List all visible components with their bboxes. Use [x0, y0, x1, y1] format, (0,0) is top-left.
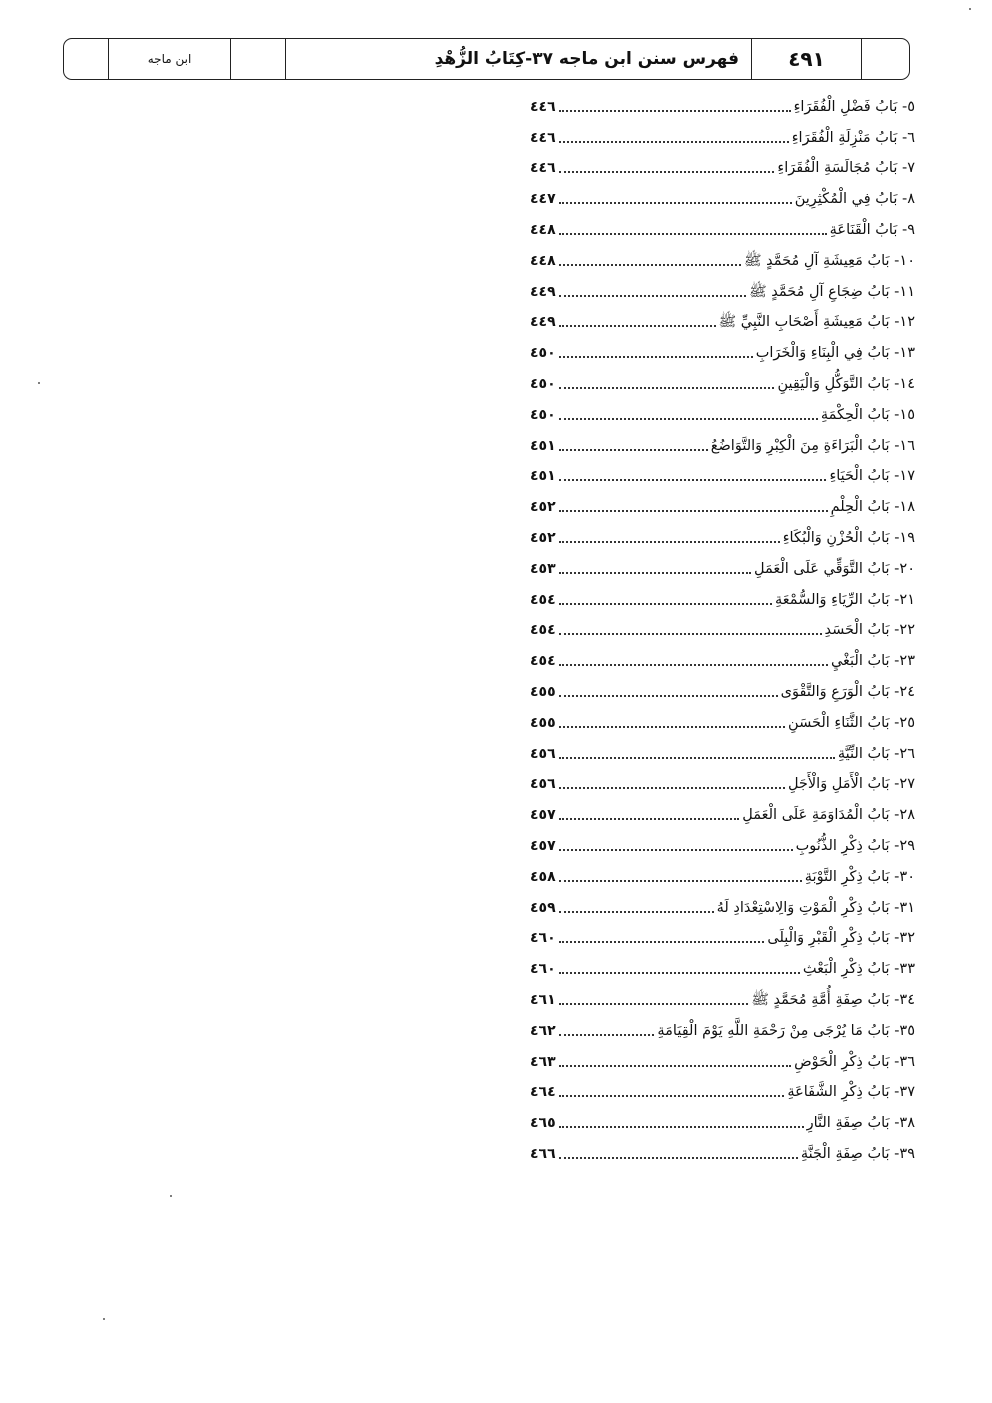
toc-entry: [530, 889, 915, 920]
toc-entry: [530, 488, 915, 519]
dot-leader: [559, 695, 778, 697]
page-number: ٤٩١: [752, 39, 862, 79]
toc-entry-page: ٤٥٧: [530, 807, 556, 824]
toc-entry: [530, 642, 915, 673]
dot-leader: [559, 972, 800, 974]
toc-entry-page: ٤٤٨: [530, 221, 556, 238]
toc-entry: [530, 1074, 915, 1105]
toc-entry: [530, 920, 915, 951]
dot-leader: [559, 479, 827, 481]
dot-leader: [559, 264, 741, 266]
dot-leader: [559, 911, 714, 913]
dot-leader: [559, 1003, 749, 1005]
toc-entry-title: ١٩- بَابُ الْحُزْنِ وَالْبُكَاءِ: [782, 529, 915, 546]
toc-entry-title: ٢٠- بَابُ التَّوَقِّي عَلَى الْعَمَلِ: [753, 560, 915, 577]
toc-entry-title: ٣٢- بَابُ ذِكْرِ الْقَبْرِ وَالْبِلَى: [767, 930, 915, 947]
toc-entry: [530, 304, 915, 335]
header-empty-cell: [231, 39, 286, 79]
toc-entry-title: ٣٤- بَابُ صِفَةِ أُمَّةِ مُحَمَّدٍ ﷺ: [751, 991, 915, 1008]
toc-entry-page: ٤٦٠: [530, 930, 556, 947]
dot-leader: [559, 387, 775, 389]
dot-leader: [559, 664, 828, 666]
toc-entry-title: ١١- بَابُ ضِجَاعِ آلِ مُحَمَّدٍ ﷺ: [749, 283, 915, 300]
toc-entry-page: ٤٥٦: [530, 776, 556, 793]
toc-entry: [530, 88, 915, 119]
page-header: [63, 38, 910, 80]
dot-leader: [559, 449, 708, 451]
toc-entry-page: ٤٤٩: [530, 283, 556, 300]
toc-entry-page: ٤٤٩: [530, 314, 556, 331]
dot-leader: [559, 1095, 785, 1097]
toc-entry-title: ١٧- بَابُ الْحَيَاءِ: [829, 468, 915, 485]
toc-entry-page: ٤٥٧: [530, 837, 556, 854]
toc-entry-page: ٤٥٦: [530, 745, 556, 762]
dot-leader: [559, 726, 785, 728]
toc-entry: [530, 242, 915, 273]
toc-entry-title: ٣٥- بَابُ مَا يُرْجَى مِنْ رَحْمَةِ اللَّهِ يَوْمَ الْقِيَامَةِ: [657, 1022, 915, 1039]
toc-entry-title: ٢٤- بَابُ الْوَرَعِ وَالتَّقْوَى: [780, 683, 915, 700]
toc-entry-title: ١٢- بَابُ مَعِيشَةِ أَصْحَابِ النَّبِيِّ ﷺ: [718, 314, 915, 331]
dot-leader: [559, 787, 785, 789]
toc-entry-page: ٤٥٠: [530, 375, 556, 392]
toc-entry: [530, 704, 915, 735]
toc-entry-page: ٤٥٤: [530, 591, 556, 608]
scan-speck: [38, 382, 40, 384]
toc-entry-title: ٢٣- بَابُ الْبَغْيِ: [830, 653, 915, 670]
dot-leader: [559, 418, 818, 420]
toc-entry-page: ٤٤٦: [530, 160, 556, 177]
toc-entry: [530, 180, 915, 211]
toc-entry: [530, 981, 915, 1012]
toc-entry-title: ٢٧- بَابُ الْأَمَلِ وَالْأَجَلِ: [787, 776, 915, 793]
dot-leader: [559, 295, 746, 297]
dot-leader: [559, 510, 828, 512]
book-name: ابن ماجه: [109, 39, 231, 79]
toc-entry-title: ٢٨- بَابُ الْمُدَاوَمَةِ عَلَى الْعَمَلِ: [742, 807, 915, 824]
dot-leader: [559, 757, 835, 759]
dot-leader: [559, 1157, 798, 1159]
toc-entry-title: ٩- بَابُ الْقَنَاعَةِ: [829, 221, 915, 238]
toc-entry-page: ٤٤٨: [530, 252, 556, 269]
toc-entry: [530, 735, 915, 766]
dot-leader: [559, 1065, 791, 1067]
toc-entry: [530, 273, 915, 304]
dot-leader: [559, 171, 775, 173]
page-title: فهرس سنن ابن ماجه ٣٧-كِتَابُ الزُّهْدِ: [286, 39, 752, 79]
dot-leader: [559, 541, 780, 543]
toc-entry-page: ٤٥٥: [530, 683, 556, 700]
toc-entry-title: ٢١- بَابُ الرِّيَاءِ وَالسُّمْعَةِ: [775, 591, 915, 608]
toc-entry-title: ١٠- بَابُ مَعِيشَةِ آلِ مُحَمَّدٍ ﷺ: [743, 252, 915, 269]
toc-entry: [530, 211, 915, 242]
toc-entry-page: ٤٥١: [530, 437, 556, 454]
toc-entry: [530, 858, 915, 889]
toc-entry-page: ٤٤٧: [530, 191, 556, 208]
dot-leader: [559, 202, 792, 204]
toc-entry-title: ٨- بَابُ فِي الْمُكْثِرِينَ: [794, 191, 915, 208]
dot-leader: [559, 110, 791, 112]
toc-entry-page: ٤٤٦: [530, 98, 556, 115]
dot-leader: [559, 233, 827, 235]
toc-entry-page: ٤٤٦: [530, 129, 556, 146]
dot-leader: [559, 1034, 655, 1036]
toc-entry-page: ٤٦٦: [530, 1145, 556, 1162]
toc-entry-page: ٤٦٠: [530, 961, 556, 978]
toc-entry-title: ٢٦- بَابُ النِّيَّةِ: [837, 745, 915, 762]
toc-entry-page: ٤٥٩: [530, 899, 556, 916]
toc-entry-title: ٦- بَابُ مَنْزِلَةِ الْفُقَرَاءِ: [791, 129, 915, 146]
toc-entry-title: ٧- بَابُ مُجَالَسَةِ الْفُقَرَاءِ: [777, 160, 915, 177]
toc-entry-page: ٤٦٣: [530, 1053, 556, 1070]
dot-leader: [559, 941, 765, 943]
toc-entry-page: ٤٦٢: [530, 1022, 556, 1039]
toc-entry: [530, 550, 915, 581]
toc-entry-title: ٢٥- بَابُ الثَّنَاءِ الْحَسَنِ: [788, 714, 915, 731]
toc-entry: [530, 673, 915, 704]
dot-leader: [559, 818, 740, 820]
toc-entry-page: ٤٥٣: [530, 560, 556, 577]
toc-entry: [530, 427, 915, 458]
toc-entry-title: ٣٣- بَابُ ذِكْرِ الْبَعْثِ: [802, 961, 915, 978]
header-empty-cell-left: [64, 39, 109, 79]
scan-speck: [170, 1195, 172, 1197]
header-empty-cell-right: [862, 39, 909, 79]
toc-entry: [530, 519, 915, 550]
toc-entry-page: ٤٥٤: [530, 653, 556, 670]
scan-speck: [103, 1318, 105, 1320]
toc-entry: [530, 796, 915, 827]
toc-entry-title: ٣١- بَابُ ذِكْرِ الْمَوْتِ وَالِاسْتِعْدَادِ لَهُ: [716, 899, 915, 916]
toc-entry: [530, 1104, 915, 1135]
dot-leader: [559, 880, 802, 882]
toc-entry-title: ١٨- بَابُ الْحِلْمِ: [830, 499, 915, 516]
dot-leader: [559, 849, 793, 851]
toc-entry-page: ٤٥٠: [530, 406, 556, 423]
scan-speck: [969, 8, 971, 10]
toc-entry-page: ٤٦١: [530, 991, 556, 1008]
toc-entry-page: ٤٦٤: [530, 1084, 556, 1101]
toc-entry: [530, 612, 915, 643]
toc-entry-page: ٤٦٥: [530, 1115, 556, 1132]
dot-leader: [559, 1126, 804, 1128]
toc-entry: [530, 1012, 915, 1043]
toc-entry-title: ٢٢- بَابُ الْحَسَدِ: [824, 622, 915, 639]
table-of-contents: [530, 88, 915, 1166]
toc-entry-page: ٤٥٨: [530, 868, 556, 885]
toc-entry: [530, 458, 915, 489]
toc-entry: [530, 150, 915, 181]
toc-entry-title: ٣٨- بَابُ صِفَةِ النَّارِ: [806, 1115, 915, 1132]
toc-entry-page: ٤٥٠: [530, 345, 556, 362]
toc-entry: [530, 766, 915, 797]
dot-leader: [559, 356, 753, 358]
toc-entry-title: ٣٠- بَابُ ذِكْرِ التَّوْبَةِ: [804, 868, 915, 885]
toc-entry: [530, 334, 915, 365]
toc-entry: [530, 581, 915, 612]
toc-entry-title: ١٦- بَابُ الْبَرَاءَةِ مِنَ الْكِبْرِ وَالتَّوَاضُعُ: [710, 437, 915, 454]
toc-entry-title: ١٥- بَابُ الْحِكْمَةِ: [820, 406, 915, 423]
toc-entry: [530, 1135, 915, 1166]
dot-leader: [559, 325, 716, 327]
toc-entry: [530, 119, 915, 150]
toc-entry-title: ٣٩- بَابُ صِفَةِ الْجَنَّةِ: [800, 1145, 915, 1162]
toc-entry-title: ٣٧- بَابُ ذِكْرِ الشَّفَاعَةِ: [787, 1084, 915, 1101]
toc-entry-title: ١٤- بَابُ التَّوَكُّلِ وَالْيَقِينِ: [777, 375, 915, 392]
dot-leader: [559, 141, 789, 143]
toc-entry: [530, 1043, 915, 1074]
toc-entry-title: ٢٩- بَابُ ذِكْرِ الذُّنُوبِ: [795, 837, 915, 854]
toc-entry-page: ٤٥٥: [530, 714, 556, 731]
toc-entry: [530, 950, 915, 981]
toc-entry: [530, 827, 915, 858]
toc-entry-page: ٤٥٢: [530, 529, 556, 546]
toc-entry-page: ٤٥٤: [530, 622, 556, 639]
dot-leader: [559, 603, 772, 605]
dot-leader: [559, 633, 822, 635]
toc-entry: [530, 365, 915, 396]
dot-leader: [559, 572, 751, 574]
toc-entry-page: ٤٥١: [530, 468, 556, 485]
toc-entry-title: ١٣- بَابُ فِي الْبِنَاءِ وَالْخَرَابِ: [755, 345, 915, 362]
toc-entry: [530, 396, 915, 427]
toc-entry-page: ٤٥٢: [530, 499, 556, 516]
toc-entry-title: ٣٦- بَابُ ذِكْرِ الْحَوْضِ: [794, 1053, 915, 1070]
toc-entry-title: ٥- بَابُ فَضْلِ الْفُقَرَاءِ: [793, 98, 915, 115]
